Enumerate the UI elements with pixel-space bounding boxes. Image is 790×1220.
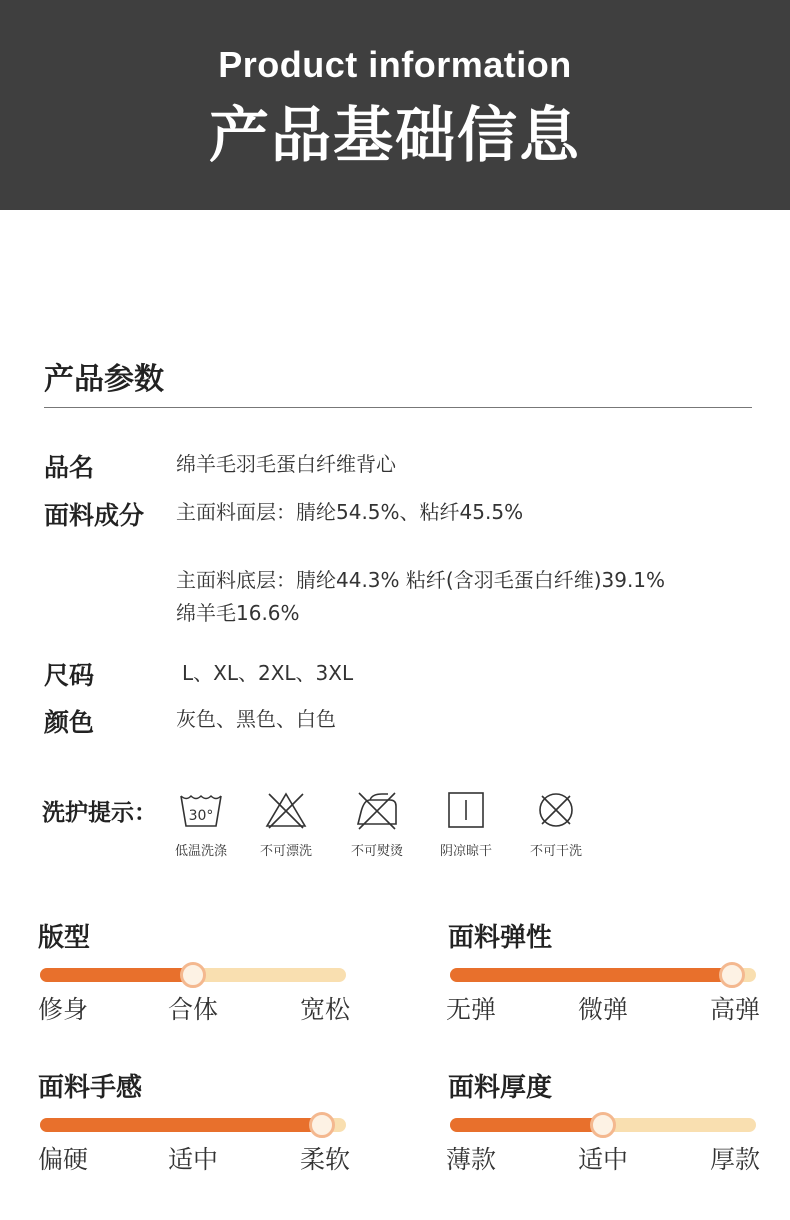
no-iron-icon: [354, 790, 400, 830]
scale-label-high: 宽松: [300, 995, 351, 1024]
no-dry-clean-icon: [533, 790, 579, 830]
rating-scale-elasticity: [446, 990, 762, 1024]
section-title: 产品参数: [44, 362, 164, 397]
rating-knob: [309, 1112, 335, 1138]
fabric-line-3: 绵羊毛16.6%: [176, 601, 300, 625]
care-item-dryclean: [519, 790, 593, 859]
care-text-bleach: 不可漂洗: [259, 844, 312, 859]
care-item-bleach: [249, 790, 323, 859]
header-banner: [0, 0, 790, 210]
fabric-line-1: 主面料面层：腈纶54.5%、粘纤45.5%: [176, 500, 524, 524]
rating-title-fit: 版型: [38, 923, 91, 953]
scale-label-mid: 合体: [168, 995, 219, 1024]
rating-scale-thickness: [446, 1140, 762, 1174]
banner-title-en: Product information: [218, 44, 572, 85]
scale-label-high: 柔软: [300, 1145, 351, 1174]
care-text-wash: 低温洗涤: [174, 844, 227, 859]
size-label: 尺码: [44, 661, 95, 690]
rating-track-thickness: [450, 1118, 756, 1132]
care-text-dryclean: 不可干洗: [529, 844, 582, 859]
care-text-dry: 阴凉晾干: [439, 844, 492, 859]
rating-track-elasticity: [450, 968, 756, 982]
fabric-line-2: 主面料底层：腈纶44.3% 粘纤(含羽毛蛋白纤维)39.1%: [176, 568, 666, 592]
color-value: 灰色、黑色、白色: [176, 707, 336, 731]
scale-label-high: 高弹: [710, 995, 761, 1024]
care-item-dry: [429, 790, 503, 859]
fabric-label: 面料成分: [44, 501, 145, 530]
wash-temp-text: 30°: [188, 808, 214, 824]
rating-title-hand-feel: 面料手感: [38, 1073, 143, 1103]
no-bleach-icon: [263, 790, 309, 830]
care-item-wash: [164, 790, 238, 859]
section-divider: [44, 407, 752, 408]
scale-label-mid: 微弹: [578, 995, 629, 1024]
scale-label-mid: 适中: [168, 1145, 219, 1174]
rating-fill: [450, 968, 732, 982]
rating-track-hand-feel: [40, 1118, 346, 1132]
rating-scale-hand-feel: [38, 1140, 354, 1174]
scale-label-mid: 适中: [578, 1145, 629, 1174]
scale-label-low: 偏硬: [38, 1145, 89, 1174]
rating-knob: [590, 1112, 616, 1138]
name-label: 品名: [44, 453, 95, 482]
rating-track-fit: [40, 968, 346, 982]
rating-fill: [40, 968, 193, 982]
wash-30-icon: [178, 790, 224, 830]
rating-fill: [40, 1118, 322, 1132]
rating-scale-fit: [38, 990, 354, 1024]
scale-label-high: 厚款: [710, 1145, 761, 1174]
name-value: 绵羊毛羽毛蛋白纤维背心: [176, 452, 396, 476]
shade-dry-icon: [443, 790, 489, 830]
care-text-iron: 不可熨烫: [350, 844, 403, 859]
color-label: 颜色: [44, 708, 95, 737]
rating-fill: [450, 1118, 603, 1132]
banner-title-cn: 产品基础信息: [209, 101, 581, 171]
rating-title-elasticity: 面料弹性: [448, 923, 553, 953]
scale-label-low: 修身: [38, 995, 89, 1024]
rating-knob: [719, 962, 745, 988]
size-value: L、XL、2XL、3XL: [182, 661, 354, 685]
care-item-iron: [340, 790, 414, 859]
rating-knob: [180, 962, 206, 988]
rating-title-thickness: 面料厚度: [448, 1073, 553, 1103]
scale-label-low: 薄款: [446, 1145, 497, 1174]
scale-label-low: 无弹: [446, 995, 497, 1024]
care-label: 洗护提示：: [42, 800, 157, 826]
